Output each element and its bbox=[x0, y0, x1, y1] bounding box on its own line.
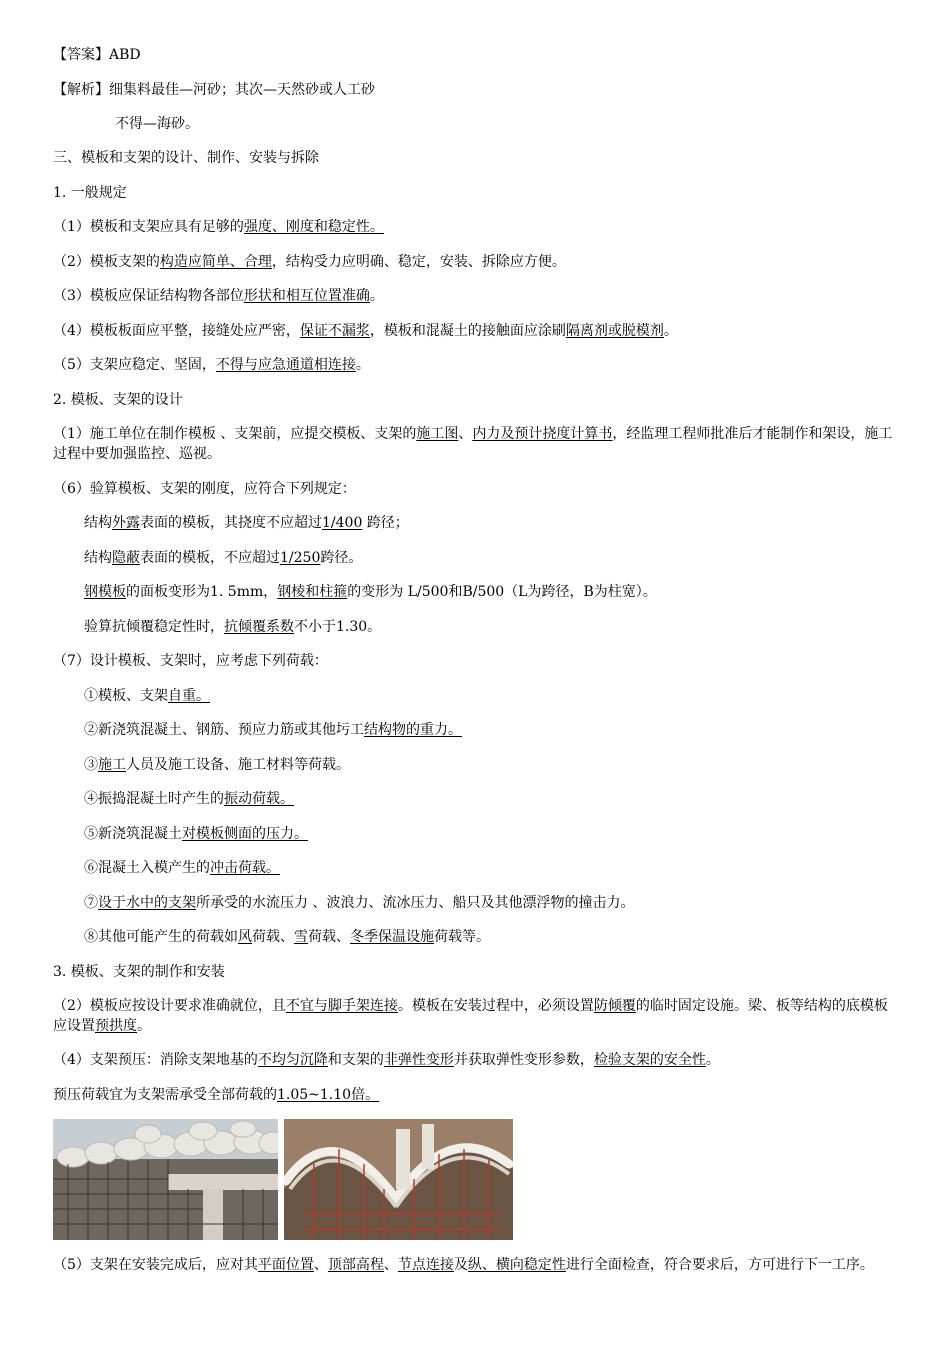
rule-highlight: 对模板侧面的压力。 bbox=[182, 826, 308, 842]
rule-text: 跨径。 bbox=[320, 550, 363, 566]
rule-text: 。 bbox=[705, 1052, 720, 1068]
rule-text: 。 bbox=[663, 323, 678, 339]
rule-text: 和支架的 bbox=[327, 1052, 384, 1068]
rule-highlight: 施工图 bbox=[416, 426, 459, 442]
rule-text: 所承受的水流压力 、波浪力、流冰压力、船只及其他漂浮物的撞击力。 bbox=[196, 895, 635, 911]
rule-highlight: 保证不漏浆 bbox=[299, 323, 370, 339]
rule-text: 人员及施工设备、施工材料等荷载。 bbox=[126, 757, 350, 773]
rule-text: 、 bbox=[383, 1257, 398, 1273]
rule-text: 预压荷载宜为支架需承受全部荷载的 bbox=[53, 1087, 277, 1103]
subsection-title-3: 3. 模板、支架的制作和安装 bbox=[53, 964, 225, 980]
photo-support-preloading bbox=[53, 1119, 278, 1240]
analysis-line bbox=[53, 80, 375, 100]
answer-label: 【答案】 bbox=[53, 47, 109, 63]
subsection-title-2: 2. 模板、支架的设计 bbox=[53, 392, 183, 408]
rule-text: 进行全面检查，符合要求后，方可进行下一工序。 bbox=[565, 1257, 874, 1273]
rule-highlight: 风 bbox=[238, 929, 252, 945]
rule-text: 的面板变形为1. 5mm， bbox=[126, 584, 278, 600]
rule-highlight: 施工 bbox=[98, 757, 126, 773]
rule-highlight: 不得与应急通道相连接 bbox=[215, 357, 356, 373]
rule-text: 的临时固定设施。梁、板等结构的底模板应设置 bbox=[53, 998, 888, 1034]
rule-highlight: 雪 bbox=[294, 929, 308, 945]
rule-text: （4）模板板面应平整，接缝处应严密， bbox=[53, 323, 300, 339]
rule-text: 表面的模板，不应超过 bbox=[140, 550, 280, 566]
rule-text: 。 bbox=[355, 357, 370, 373]
rule-text: ⑧其他可能产生的荷载如 bbox=[84, 929, 238, 945]
rule-text: 验算抗倾覆稳定性时， bbox=[84, 619, 224, 635]
rule-text: ④振捣混凝土时产生的 bbox=[84, 791, 224, 807]
install-5 bbox=[53, 1255, 895, 1275]
rule-4 bbox=[53, 321, 678, 341]
rule-text: ②新浇筑混凝土、钢筋、预应力筋或其他圬工 bbox=[84, 722, 364, 738]
answer-value: ABD bbox=[109, 47, 141, 63]
rule-text: 结构 bbox=[84, 550, 112, 566]
section-title: 三、模板和支架的设计、制作、安装与拆除 bbox=[53, 150, 319, 166]
rule-text: ①模板、支架 bbox=[84, 688, 168, 704]
rule-text: （4）支架预压：消除支架地基的 bbox=[53, 1052, 258, 1068]
rule-text: 不小于1.30。 bbox=[294, 619, 382, 635]
rule-highlight: 检验支架的安全性 bbox=[593, 1052, 706, 1068]
install-2 bbox=[53, 996, 895, 1036]
rule-text: 、 bbox=[313, 1257, 328, 1273]
stiffness-rule-1 bbox=[84, 513, 409, 533]
load-item-2 bbox=[84, 720, 462, 740]
rule-text: （5）支架应稳定、坚固， bbox=[53, 357, 216, 373]
rule-text: （2）模板应按设计要求准确就位，且 bbox=[53, 998, 286, 1014]
rule-highlight: 1/400 bbox=[322, 515, 363, 531]
rule-highlight: 顶部高程 bbox=[327, 1257, 384, 1273]
rule-highlight: 构造应简单、合理 bbox=[159, 254, 272, 270]
rule-text: ⑦ bbox=[84, 895, 98, 911]
load-item-6 bbox=[84, 858, 280, 878]
rule-highlight: 防倾覆 bbox=[593, 998, 636, 1014]
answer-line bbox=[53, 45, 141, 65]
rule-text: 。 bbox=[137, 1018, 151, 1034]
rule-text: 荷载、 bbox=[252, 929, 294, 945]
load-item-4 bbox=[84, 789, 294, 809]
rule-highlight: 钢棱和柱箍 bbox=[277, 584, 348, 600]
design-6-title: （6）验算模板、支架的刚度，应符合下列规定： bbox=[53, 481, 356, 497]
rule-highlight: 自重。 bbox=[168, 688, 210, 704]
stiffness-rule-3 bbox=[84, 582, 657, 602]
subsection-title-1: 1. 一般规定 bbox=[53, 185, 127, 201]
rule-text: ，经监理工程师批准后才能制作和架设，施工过程中要加强监控、巡视。 bbox=[53, 426, 893, 462]
rule-text: 荷载等。 bbox=[434, 929, 490, 945]
rule-text: 。 bbox=[369, 288, 384, 304]
rule-highlight: 预拱度 bbox=[95, 1018, 137, 1034]
rule-text: 的变形为 L/500和B/500（L为跨径，B为柱宽）。 bbox=[347, 584, 657, 600]
rule-highlight: 冬季保温设施 bbox=[350, 929, 434, 945]
rule-highlight: 钢模板 bbox=[84, 584, 126, 600]
install-4 bbox=[53, 1050, 720, 1070]
rule-text: ⑥混凝土入模产生的 bbox=[84, 860, 210, 876]
rule-1 bbox=[53, 217, 384, 237]
load-item-8 bbox=[84, 927, 490, 947]
rule-text: 、 bbox=[458, 426, 473, 442]
rule-highlight: 内力及预计挠度计算书 bbox=[472, 426, 613, 442]
rule-text: （1）模板和支架应具有足够的 bbox=[53, 219, 244, 235]
analysis-label: 【解析】 bbox=[53, 82, 109, 98]
analysis-text: 细集料最佳—河砂；其次—天然砂或人工砂 bbox=[109, 82, 375, 98]
load-item-1 bbox=[84, 686, 210, 706]
stiffness-rule-2 bbox=[84, 548, 362, 568]
analysis-line-2: 不得—海砂。 bbox=[115, 116, 199, 132]
preload-line bbox=[53, 1085, 379, 1105]
design-7-title: （7）设计模板、支架时，应考虑下列荷载： bbox=[53, 653, 328, 669]
rule-highlight: 强度、刚度和稳定性。 bbox=[243, 219, 384, 235]
design-1 bbox=[53, 424, 895, 464]
rule-highlight: 设于水中的支架 bbox=[98, 895, 196, 911]
rule-highlight: 抗倾覆系数 bbox=[224, 619, 294, 635]
rule-text: ，结构受力应明确、稳定，安装、拆除应方便。 bbox=[271, 254, 566, 270]
rule-highlight: 形状和相互位置准确 bbox=[243, 288, 370, 304]
rule-5 bbox=[53, 355, 370, 375]
rule-text: 跨径； bbox=[362, 515, 409, 531]
rule-highlight: 非弹性变形 bbox=[383, 1052, 454, 1068]
rule-text: 荷载、 bbox=[308, 929, 350, 945]
photo-arch-preloading bbox=[284, 1119, 513, 1240]
rule-highlight: 纵、横向稳定性 bbox=[467, 1257, 566, 1273]
rule-text: 并获取弹性变形参数， bbox=[453, 1052, 594, 1068]
rule-text: 。模板在安装过程中，必须设置 bbox=[397, 998, 594, 1014]
rule-highlight: 外露 bbox=[112, 515, 140, 531]
rule-highlight: 隐蔽 bbox=[112, 550, 140, 566]
rule-highlight: 节点连接 bbox=[397, 1257, 454, 1273]
rule-text: ，模板和混凝土的接触面应涂刷 bbox=[369, 323, 566, 339]
rule-highlight: 不宜与脚手架连接 bbox=[285, 998, 398, 1014]
rule-3 bbox=[53, 286, 384, 306]
load-item-7 bbox=[84, 893, 634, 913]
rule-text: 及 bbox=[453, 1257, 468, 1273]
load-item-3 bbox=[84, 755, 350, 775]
rule-highlight: 冲击荷载。 bbox=[210, 860, 280, 876]
rule-text: ③ bbox=[84, 757, 98, 773]
rule-highlight: 1/250 bbox=[280, 550, 321, 566]
rule-highlight: 1.05~1.10倍。 bbox=[277, 1087, 380, 1103]
rule-highlight: 振动荷载。 bbox=[224, 791, 294, 807]
rule-highlight: 不均匀沉降 bbox=[257, 1052, 328, 1068]
load-item-5 bbox=[84, 824, 308, 844]
rule-text: （2）模板支架的 bbox=[53, 254, 160, 270]
rule-2 bbox=[53, 252, 566, 272]
rule-text: （5）支架在安装完成后，应对其 bbox=[53, 1257, 258, 1273]
rule-text: （1）施工单位在制作模板 、支架前，应提交模板、支架的 bbox=[53, 426, 417, 442]
rule-text: （3）模板应保证结构物各部位 bbox=[53, 288, 244, 304]
rule-highlight: 平面位置 bbox=[257, 1257, 314, 1273]
rule-highlight: 结构物的重力。 bbox=[364, 722, 462, 738]
rule-text: ⑤新浇筑混凝土 bbox=[84, 826, 182, 842]
stiffness-rule-4 bbox=[84, 617, 381, 637]
rule-text: 结构 bbox=[84, 515, 112, 531]
rule-highlight: 隔离剂或脱模剂 bbox=[565, 323, 664, 339]
rule-text: 表面的模板，其挠度不应超过 bbox=[140, 515, 322, 531]
